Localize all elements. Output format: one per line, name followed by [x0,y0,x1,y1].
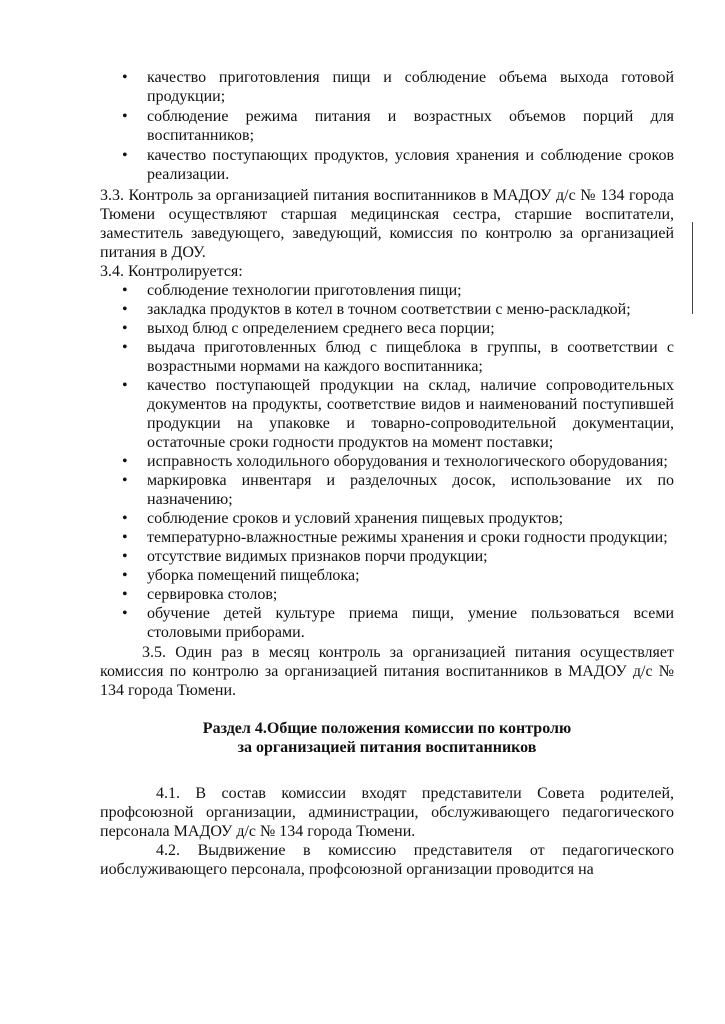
controlled-items-list [100,281,674,642]
section-4-heading-line-1: Раздел 4.Общие положения комиссии по контролю [202,720,572,737]
quality-bullet-list [100,68,674,184]
list-item: • качество поступающей продукции на склад, наличие сопроводительных документов на продукты, соответствие видов и наименований поступившей продукции на упаковке и товарно-сопроводительной документации, остаточные сроки годности продуктов на момент поставки; [100,376,674,452]
list-item: • исправность холодильного оборудования и технологического оборудования; [100,452,674,471]
paragraph-3-3: 3.3. Контроль за организацией питания воспитанников в МАДОУ д/с № 134 города Тюмени осуществляют старшая медицинская сестра, старшие воспитатели, заместитель заведующего, заведующий, комиссия по контролю за организацией питания в ДОУ. [100,187,674,261]
list-item: • соблюдение технологии приготовления пищи; [100,281,674,300]
list-item: • температурно-влажностные режимы хранения и сроки годности продукции; [100,528,674,547]
list-item: • отсутствие видимых признаков порчи продукции; [100,547,674,566]
paragraph-3-4-heading: 3.4. Контролируется: [100,263,243,280]
list-item: • выдача приготовленных блюд с пищеблока в группы, в соответствии с возрастными нормами на каждого воспитанника; [100,338,674,376]
paragraph-3-5: 3.5. Один раз в месяц контроль за организацией питания осуществляет комиссия по контролю за организацией питания воспитанников в МАДОУ д/с № 134 города Тюмени. [100,644,674,699]
list-item: • соблюдение режима питания и возрастных объемов порций для воспитанников; [100,107,674,145]
list-item: • маркировка инвентаря и разделочных досок, использование их по назначению; [100,471,674,509]
list-item: • закладка продуктов в котел в точном соответствии с меню-раскладкой; [100,300,674,319]
margin-rule [692,222,693,314]
section-4-heading-line-2: за организацией питания воспитанников [237,739,537,756]
paragraph-4-1: 4.1. В состав комиссии входят представители Совета родителей, профсоюзной организации, администрации, обслуживающего педагогического персонала МАДОУ д/с № 134 города Тюмени. [100,785,674,840]
list-item: • качество приготовления пищи и соблюдение объема выхода готовой продукции; [100,68,674,106]
paragraph-4-2: 4.2. Выдвижение в комиссию представителя от педагогического иобслуживающего персонала, профсоюзной организации проводится на [100,842,674,878]
document-body [100,68,674,879]
list-item: • обучение детей культуре приема пищи, умение пользоваться всеми столовыми приборами. [100,604,674,642]
list-item: • качество поступающих продуктов, условия хранения и соблюдение сроков реализации. [100,146,674,184]
list-item: • уборка помещений пищеблока; [100,566,674,585]
list-item: • соблюдение сроков и условий хранения пищевых продуктов; [100,509,674,528]
list-item: • сервировка столов; [100,585,674,604]
list-item: • выход блюд с определением среднего веса порции; [100,319,674,338]
